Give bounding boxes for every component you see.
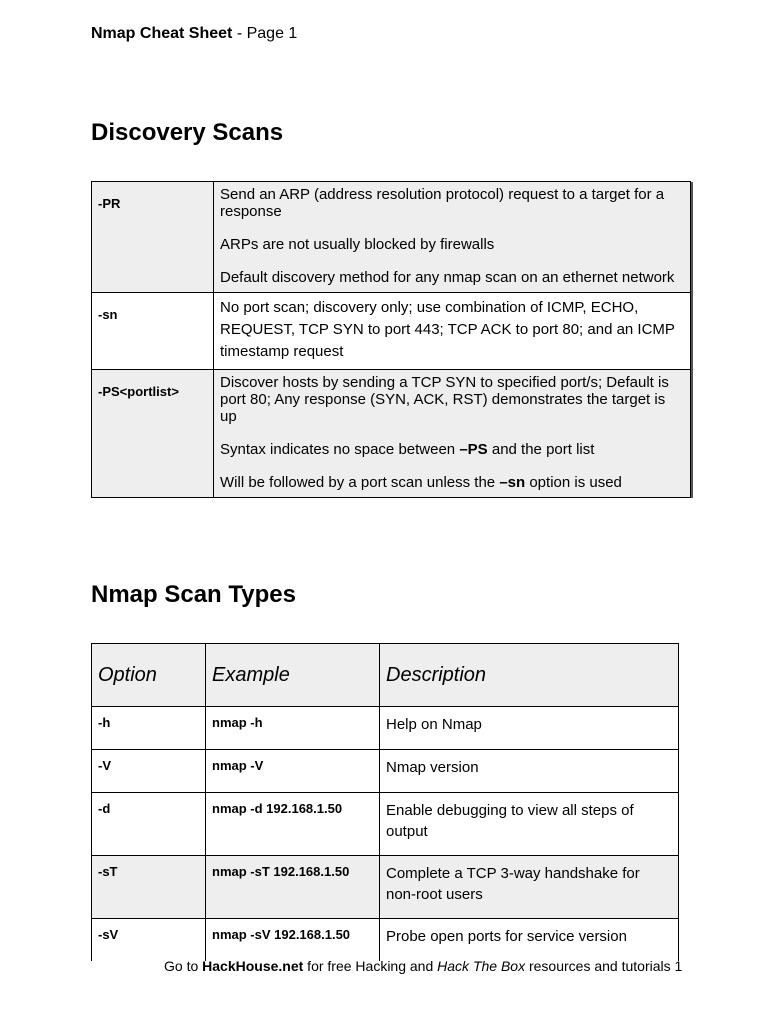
description-cell: Enable debugging to view all steps of output <box>380 793 679 856</box>
table-row <box>92 182 691 293</box>
description-line: Default discovery method for any nmap scan on an ethernet network <box>220 269 675 286</box>
description-cell: Complete a TCP 3-way handshake for non-root users <box>380 856 679 919</box>
table-row <box>92 919 679 962</box>
description-line <box>220 441 684 458</box>
option-cell: -V <box>92 750 206 793</box>
text-span: Syntax indicates no space between <box>220 441 460 458</box>
option-cell: -PS<portlist> <box>92 370 214 498</box>
footer-site: HackHouse.net <box>202 958 304 974</box>
footer-text: for free Hacking and <box>303 958 438 974</box>
option-cell: -sT <box>92 856 206 919</box>
page-header <box>91 25 297 43</box>
flag-text: –PS <box>459 441 488 458</box>
text-span: Will be followed by a port scan unless the <box>220 474 500 491</box>
description-line: ARPs are not usually blocked by firewalls <box>220 236 495 253</box>
description-line <box>220 474 684 491</box>
example-cell: nmap -sT 192.168.1.50 <box>206 856 380 919</box>
flag-text: –sn <box>499 474 526 491</box>
footer-text: Go to <box>164 958 203 974</box>
description-cell <box>214 182 691 293</box>
scan-types-heading: Nmap Scan Types <box>91 581 296 608</box>
discovery-heading: Discovery Scans <box>91 119 284 146</box>
column-header: Option <box>92 644 206 707</box>
footer-italic: Hack The Box <box>437 958 526 974</box>
header-title: Nmap Cheat Sheet <box>91 25 233 42</box>
description-cell: Help on Nmap <box>380 707 679 750</box>
description-cell: Probe open ports for service version <box>380 919 679 962</box>
example-cell: nmap -d 192.168.1.50 <box>206 793 380 856</box>
option-cell: -PR <box>92 182 214 293</box>
option-cell: -sV <box>92 919 206 962</box>
column-header: Description <box>380 644 679 707</box>
page-footer <box>164 958 682 974</box>
example-cell: nmap -h <box>206 707 380 750</box>
description-cell <box>214 370 691 498</box>
option-cell: -sn <box>92 293 214 370</box>
text-span: and the port list <box>487 441 595 458</box>
table-row <box>92 750 679 793</box>
example-cell: nmap -sV 192.168.1.50 <box>206 919 380 962</box>
option-cell: -d <box>92 793 206 856</box>
option-cell: -h <box>92 707 206 750</box>
header-page: - Page 1 <box>232 25 298 42</box>
text-span: option is used <box>525 474 622 491</box>
description-cell: Nmap version <box>380 750 679 793</box>
table-header-row <box>92 644 679 707</box>
table-row <box>92 793 679 856</box>
example-cell: nmap -V <box>206 750 380 793</box>
description-line: Send an ARP (address resolution protocol) request to a target for a response <box>220 186 665 220</box>
description-line: Discover hosts by sending a TCP SYN to specified port/s; Default is port 80; Any response (SYN, ACK, RST) demonstrates the target is up <box>220 374 669 425</box>
table-row <box>92 707 679 750</box>
scan-types-table <box>91 643 679 961</box>
footer-text: resources and tutorials 1 <box>525 958 683 974</box>
description-cell <box>214 293 691 370</box>
column-header: Example <box>206 644 380 707</box>
table-row <box>92 856 679 919</box>
description-line: No port scan; discovery only; use combination of ICMP, ECHO, REQUEST, TCP SYN to port 443; TCP ACK to port 80; and an ICMP timestamp request <box>220 299 675 360</box>
table-row <box>92 370 691 498</box>
discovery-table <box>91 181 691 498</box>
table-row <box>92 293 691 370</box>
